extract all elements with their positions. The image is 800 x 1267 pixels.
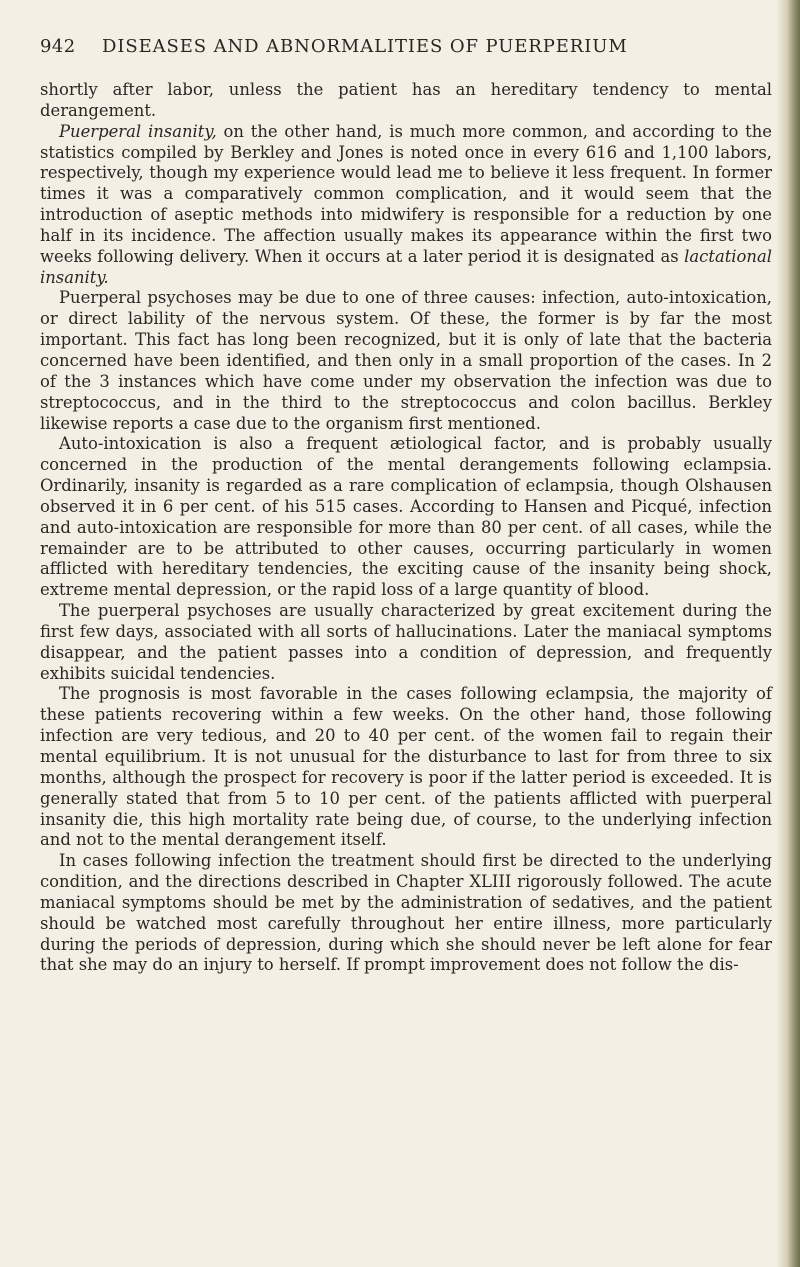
paragraph-puerperal-insanity: [40, 122, 772, 289]
paragraph-text: In cases following infection the treatment should first be directed to the underlying condition, and the directions described in Chapter XLIII rigorously followed. The acute maniacal symptoms should be met by the administration of sedatives, and the patient should be watched most carefully throughout her entire illness, more particularly during the periods of depression, during which she should never be left alone for fear that she may do an injury to herself. If prompt improvement does not follow the dis-: [40, 851, 772, 975]
running-title: DISEASES AND ABNORMALITIES OF PUERPERIUM: [102, 36, 628, 57]
paragraph-prognosis: [40, 684, 772, 851]
running-head: [40, 36, 780, 60]
paragraph-text: on the other hand, is much more common, and according to the statistics compiled by Berkley and Jones is noted once in every 616 and 1,100 labors, respectively, though my experience would lead me to believe it less frequent. In former times it was a comparatively common complication, and it would seem that the introduction of aseptic methods into midwifery is responsible for a reduction by one half in its incidence. The affection usually makes its appearance within the first two weeks following delivery. When it occurs at a later period it is designated as: [40, 121, 772, 266]
paragraph-text: The prognosis is most favorable in the cases following eclampsia, the majority of these patients recovering within a few weeks. On the other hand, those following infection are very tedious, and 20 to 40 per cent. of the women fail to regain their mental equilibrium. It is not unusual for the disturbance to last for from three to six months, although the prospect for recovery is poor if the latter period is exceeded. It is generally stated that from 5 to 10 per cent. of the patients afflicted with puerperal insanity die, this high mortality rate being due, of course, to the underlying infection and not to the mental derangement itself.: [40, 684, 772, 850]
italic-term: Puerperal insanity,: [59, 121, 217, 141]
italic-term: lactational insanity.: [40, 246, 772, 287]
page-number: 942: [40, 36, 76, 57]
paragraph-text: Puerperal psychoses may be due to one of three causes: infection, auto-intoxication, or direct lability of the nervous system. Of these, the former is by far the most important. This fact has long been recognized, but it is only of late that the bacteria concerned have been identified, and then only in a small proportion of the cases. In 2 of the 3 instances which have come under my observation the infection was due to streptococcus, and in the third to the streptococcus and colon bacillus. Berkley likewise reports a case due to the organism first mentioned.: [40, 288, 772, 433]
paragraph-causes: [40, 288, 772, 434]
page-edge-shadow: [776, 0, 800, 1267]
paragraph-treatment: [40, 851, 772, 976]
paragraph-auto-intoxication: [40, 434, 772, 601]
paragraph-text: shortly after labor, unless the patient has an hereditary tendency to mental derangement.: [40, 80, 772, 120]
paragraph-symptoms: [40, 601, 772, 684]
paragraph-text: The puerperal psychoses are usually characterized by great excitement during the first few days, associated with all sorts of hallucinations. Later the maniacal symptoms disappear, and the patient passes into a condition of depression, and frequently exhibits suicidal tendencies.: [40, 601, 772, 683]
paragraph-continued: [40, 80, 772, 122]
paragraph-text: Auto-intoxication is also a frequent ætiological factor, and is probably usually concerned in the production of the mental derangements following eclampsia. Ordinarily, insanity is regarded as a rare complication of eclampsia, though Olshausen observed it in 6 per cent. of his 515 cases. According to Hansen and Picqué, infection and auto-intoxication are responsible for more than 80 per cent. of all cases, while the remainder are to be attributed to other causes, occurring particularly in women afflicted with hereditary tendencies, the exciting cause of the insanity being shock, extreme mental depression, or the rapid loss of a large quantity of blood.: [40, 434, 772, 600]
body-text: [40, 80, 772, 976]
